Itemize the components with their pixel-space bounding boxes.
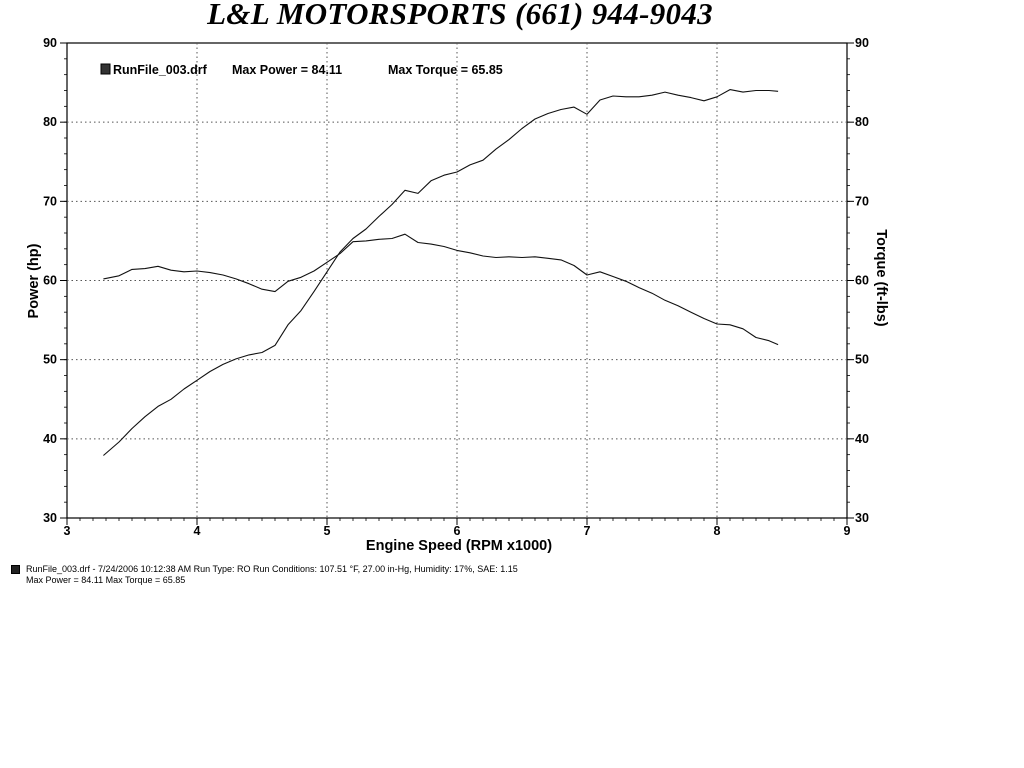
run-file-icon	[11, 565, 20, 574]
x-tick-label: 7	[583, 524, 591, 538]
x-tick-label: 9	[843, 524, 851, 538]
footer-run-details: RunFile_003.drf - 7/24/2006 10:12:38 AM Run Type: RO Run Conditions: 107.51 °F, 27.00 in-Hg, Humidity: 17%, SAE: 1.15	[26, 564, 518, 574]
legend-max-torque: Max Torque = 65.85	[388, 63, 503, 77]
y2-tick-label: 40	[855, 431, 869, 446]
y2-axis-label: Torque (ft-lbs)	[873, 229, 889, 327]
x-tick-label: 5	[323, 524, 331, 538]
y-tick-label: 70	[43, 194, 57, 209]
y2-tick-label: 30	[855, 511, 869, 525]
y-tick-label: 30	[43, 511, 57, 525]
y-axis-label: Power (hp)	[26, 243, 42, 319]
footer-max-values: Max Power = 84.11 Max Torque = 65.85	[26, 575, 186, 585]
y2-tick-label: 50	[855, 352, 869, 367]
y-tick-label: 50	[43, 352, 57, 367]
y-tick-label: 60	[43, 273, 57, 288]
y2-tick-labels	[855, 36, 869, 525]
legend-file-label: RunFile_003.drf	[113, 63, 207, 77]
y-tick-label: 90	[43, 36, 57, 50]
y-tick-labels	[43, 36, 57, 525]
y-tick-label: 80	[43, 115, 57, 130]
x-tick-label: 8	[713, 524, 721, 538]
legend-swatch-icon	[101, 64, 110, 74]
y2-tick-label: 70	[855, 194, 869, 209]
x-tick-label: 6	[453, 524, 461, 538]
page-title: L&L MOTORSPORTS (661) 944-9043	[207, 0, 713, 31]
y-tick-label: 40	[43, 431, 57, 446]
x-tick-label: 4	[193, 524, 201, 538]
legend-max-power: Max Power = 84.11	[232, 63, 343, 77]
x-axis-label: Engine Speed (RPM x1000)	[365, 538, 553, 554]
y2-tick-label: 80	[855, 115, 869, 130]
x-tick-labels	[64, 524, 851, 538]
y2-tick-label: 90	[855, 36, 869, 50]
x-tick-label: 3	[63, 524, 71, 538]
y2-tick-label: 60	[855, 273, 869, 288]
